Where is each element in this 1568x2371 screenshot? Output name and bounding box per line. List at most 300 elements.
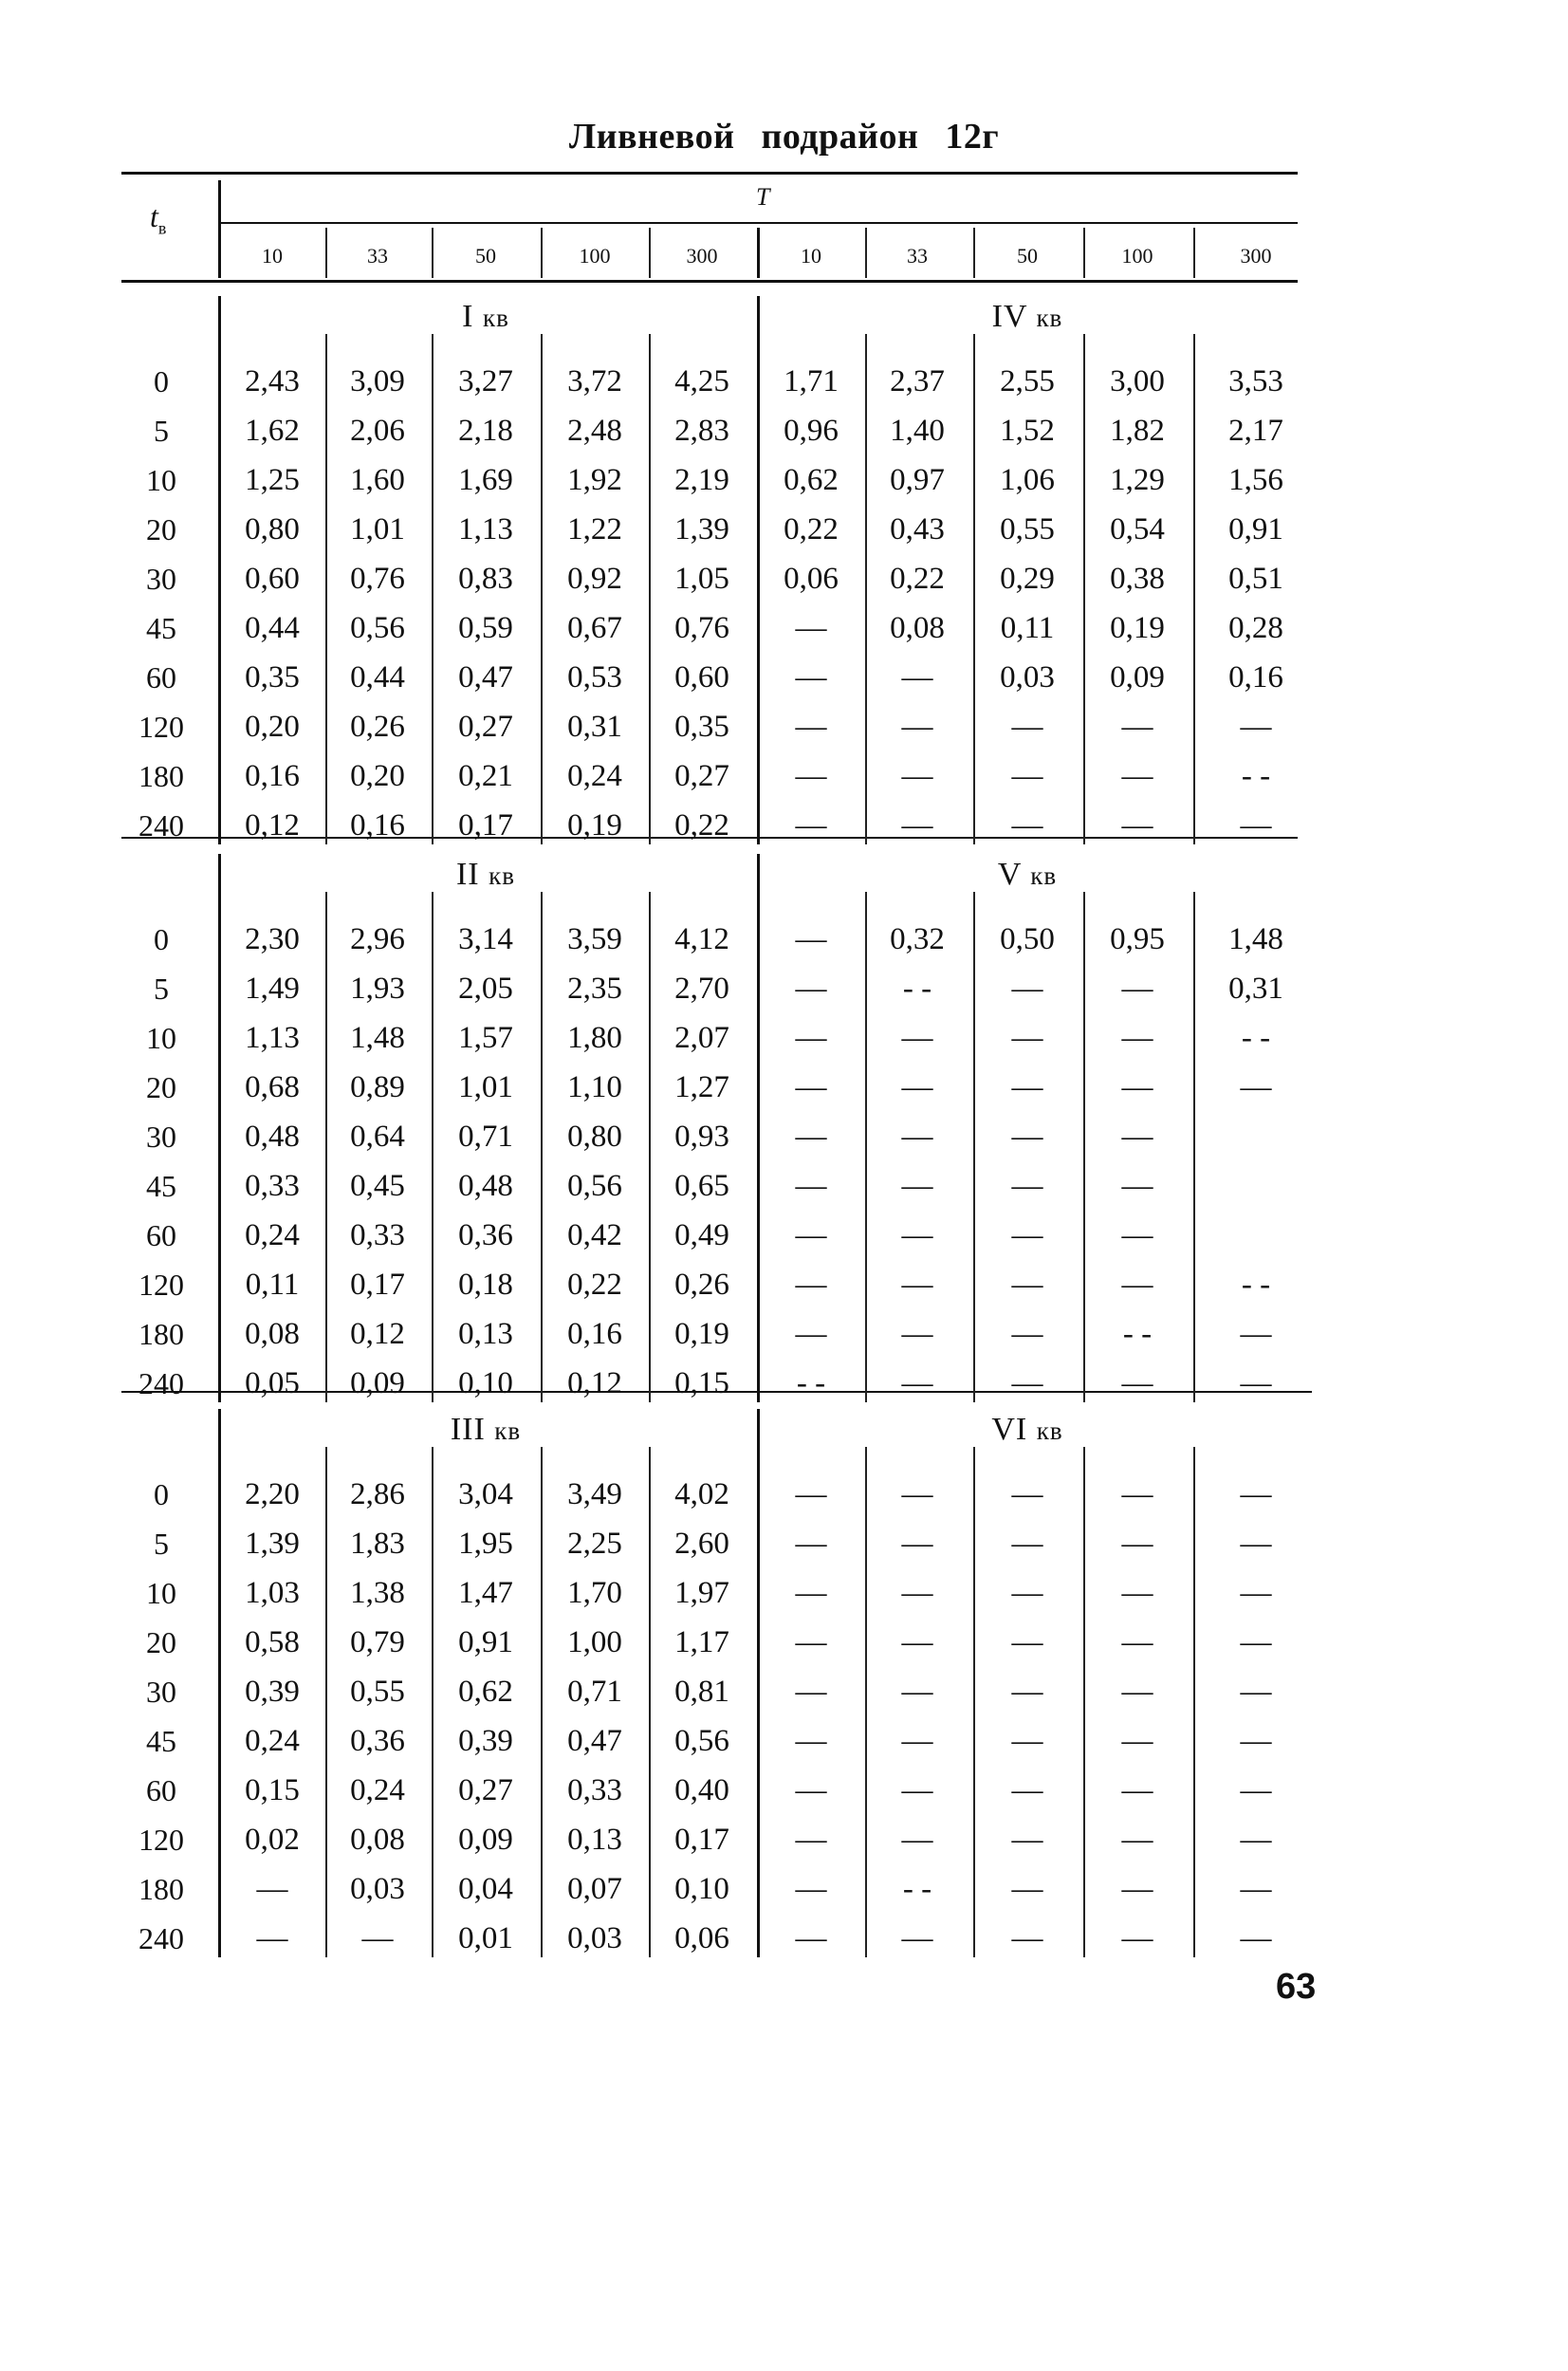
table-cell: — — [1011, 1675, 1043, 1709]
table-cell: — — [1240, 1921, 1272, 1955]
table-cell: — — [795, 1921, 827, 1955]
table-cell: — — [1011, 1218, 1043, 1252]
table-cell: — — [901, 759, 933, 793]
table-cell: 0,39 — [458, 1724, 513, 1758]
table-cell: 0,26 — [350, 710, 405, 744]
tb-value: 240 — [138, 1921, 184, 1955]
table-cell: 1,48 — [1228, 922, 1283, 956]
table-cell: — — [901, 1268, 933, 1302]
table-cell: 1,62 — [245, 414, 300, 448]
tb-value: 240 — [138, 808, 184, 843]
table-cell: — — [901, 1120, 933, 1154]
tb-value: 60 — [146, 1773, 176, 1807]
page-number: 63 — [1276, 1967, 1317, 2007]
table-cell: 1,70 — [567, 1576, 622, 1610]
table-cell: 0,40 — [674, 1773, 729, 1807]
table-cell: — — [1121, 1070, 1153, 1104]
tb-value: 20 — [146, 1625, 176, 1659]
table-cell: 0,33 — [567, 1773, 622, 1807]
table-cell: 0,81 — [674, 1675, 729, 1709]
table-cell: — — [1121, 759, 1153, 793]
table-cell: 0,16 — [1228, 660, 1283, 695]
table-cell: 0,11 — [245, 1268, 300, 1302]
table-cell: 3,27 — [458, 364, 513, 398]
table-cell: 0,20 — [350, 759, 405, 793]
table-cell: 0,44 — [245, 611, 300, 645]
table-cell: — — [1240, 1070, 1272, 1104]
table-cell: 0,97 — [890, 463, 945, 497]
table-cell: — — [1011, 1773, 1043, 1807]
header-divider — [541, 228, 543, 278]
table-cell: 0,54 — [1110, 512, 1165, 546]
table-cell: 0,12 — [567, 1366, 622, 1400]
tb-value: 0 — [154, 1477, 169, 1511]
table-cell: 0,08 — [890, 611, 945, 645]
tb-value: 30 — [146, 1675, 176, 1709]
table-cell: 2,86 — [350, 1477, 405, 1511]
table-cell: 0,15 — [245, 1773, 300, 1807]
table-cell: 1,48 — [350, 1021, 405, 1055]
tb-header-label: $t_в$ — [150, 199, 167, 238]
table-cell: 2,06 — [350, 414, 405, 448]
table-cell: 0,55 — [1000, 512, 1055, 546]
table-cell: 0,47 — [458, 660, 513, 695]
table-cell: 0,09 — [1110, 660, 1165, 695]
subregion-label-right — [923, 856, 1132, 895]
table-cell: 0,62 — [458, 1675, 513, 1709]
table-cell: 2,07 — [674, 1021, 729, 1055]
table-cell: 0,17 — [674, 1823, 729, 1857]
table-cell: 0,22 — [890, 562, 945, 596]
table-cell: 0,09 — [350, 1366, 405, 1400]
tb-value: 0 — [154, 922, 169, 956]
table-cell: — — [1121, 1120, 1153, 1154]
table-cell: 0,19 — [1110, 611, 1165, 645]
table-cell: — — [795, 1477, 827, 1511]
table-cell: — — [795, 1576, 827, 1610]
table-cell: 0,26 — [674, 1268, 729, 1302]
table-cell: — — [901, 1625, 933, 1659]
table-cell: 0,06 — [784, 562, 839, 596]
table-cell: 2,20 — [245, 1477, 300, 1511]
table-cell: 1,97 — [674, 1576, 729, 1610]
table-cell: — — [1121, 1773, 1153, 1807]
table-cell: — — [901, 1576, 933, 1610]
table-cell: 0,04 — [458, 1872, 513, 1906]
column-header: 50 — [475, 244, 496, 268]
unit-label: кв — [494, 1417, 522, 1445]
table-cell: 1,38 — [350, 1576, 405, 1610]
table-cell: — — [901, 1070, 933, 1104]
table-cell: 2,55 — [1000, 364, 1055, 398]
tb-value: 5 — [154, 972, 169, 1006]
table-cell: 0,44 — [350, 660, 405, 695]
t-header-label: T — [756, 183, 770, 211]
table-cell: 0,15 — [674, 1366, 729, 1400]
table-cell: — — [795, 1773, 827, 1807]
tb-value: 120 — [138, 710, 184, 744]
table-cell: 1,52 — [1000, 414, 1055, 448]
table-cell: — — [1121, 710, 1153, 744]
table-cell: 0,01 — [458, 1921, 513, 1955]
table-cell: 0,60 — [674, 660, 729, 695]
table-cell: 0,24 — [350, 1773, 405, 1807]
table-cell: 0,21 — [458, 759, 513, 793]
table-cell: 0,65 — [674, 1169, 729, 1203]
table-cell: — — [1011, 710, 1043, 744]
table-cell: 0,55 — [350, 1675, 405, 1709]
tb-value: 45 — [146, 611, 176, 645]
table-cell: — — [901, 1477, 933, 1511]
table-cell: — — [1011, 1120, 1043, 1154]
table-cell: 0,95 — [1110, 922, 1165, 956]
table-cell: 0,13 — [567, 1823, 622, 1857]
roman-numeral: VI — [991, 1412, 1028, 1447]
table-cell: — — [1011, 1921, 1043, 1955]
table-cell: 1,57 — [458, 1021, 513, 1055]
header-divider — [1083, 228, 1085, 278]
column-header: 10 — [801, 244, 821, 268]
table-cell: 1,60 — [350, 463, 405, 497]
table-cell: — — [1011, 1576, 1043, 1610]
roman-numeral: IV — [991, 299, 1027, 334]
table-cell: — — [795, 972, 827, 1006]
table-cell: — — [795, 1823, 827, 1857]
unit-label: кв — [1036, 304, 1063, 332]
table-cell: — — [901, 1823, 933, 1857]
table-cell: 0,71 — [458, 1120, 513, 1154]
table-cell: — — [1121, 1625, 1153, 1659]
table-cell: 0,53 — [567, 660, 622, 695]
table-cell: 0,12 — [245, 808, 300, 843]
table-cell: 2,35 — [567, 972, 622, 1006]
table-cell: — — [795, 1625, 827, 1659]
table-cell: 1,27 — [674, 1070, 729, 1104]
table-cell: 0,39 — [245, 1675, 300, 1709]
header-divider — [865, 228, 867, 278]
table-cell: 0,47 — [567, 1724, 622, 1758]
tb-value: 180 — [138, 759, 184, 793]
table-cell: 2,43 — [245, 364, 300, 398]
table-cell: — — [795, 1169, 827, 1203]
table-cell: 2,96 — [350, 922, 405, 956]
tb-value: 20 — [146, 1070, 176, 1104]
table-cell: - - — [1122, 1317, 1153, 1351]
header-divider — [973, 228, 975, 278]
table-cell: 1,49 — [245, 972, 300, 1006]
table-cell: — — [1121, 1675, 1153, 1709]
header-bottom-rule — [121, 280, 1298, 283]
table-cell: — — [901, 1366, 933, 1400]
table-cell: 2,05 — [458, 972, 513, 1006]
table-cell: — — [795, 1218, 827, 1252]
table-cell: 1,80 — [567, 1021, 622, 1055]
table-cell: 1,22 — [567, 512, 622, 546]
table-cell: — — [1121, 1823, 1153, 1857]
table-cell: 3,53 — [1228, 364, 1283, 398]
table-cell: — — [1121, 1921, 1153, 1955]
tb-value: 10 — [146, 1576, 176, 1610]
table-cell: 0,06 — [674, 1921, 729, 1955]
table-cell: 0,42 — [567, 1218, 622, 1252]
table-cell: 1,95 — [458, 1527, 513, 1561]
table-cell: — — [1121, 972, 1153, 1006]
table-cell: 0,19 — [674, 1317, 729, 1351]
table-cell: — — [1011, 1366, 1043, 1400]
table-cell: 1,01 — [350, 512, 405, 546]
table-cell: 0,62 — [784, 463, 839, 497]
table-cell: — — [901, 1527, 933, 1561]
tb-value: 60 — [146, 660, 176, 695]
column-header: 10 — [262, 244, 283, 268]
table-cell: 0,38 — [1110, 562, 1165, 596]
table-cell: 0,80 — [567, 1120, 622, 1154]
table-cell: 0,48 — [245, 1120, 300, 1154]
table-cell: — — [1121, 1477, 1153, 1511]
table-cell: - - — [796, 1366, 826, 1400]
tb-value: 30 — [146, 562, 176, 596]
tb-value: 0 — [154, 364, 169, 398]
table-cell: — — [1011, 1070, 1043, 1104]
table-cell: 0,51 — [1228, 562, 1283, 596]
table-cell: 0,22 — [567, 1268, 622, 1302]
table-cell: — — [795, 1872, 827, 1906]
table-cell: — — [795, 1268, 827, 1302]
table-cell: 0,22 — [674, 808, 729, 843]
tb-value: 10 — [146, 1021, 176, 1055]
header-divider — [649, 228, 651, 278]
table-cell: 0,33 — [245, 1169, 300, 1203]
table-cell: 4,25 — [674, 364, 729, 398]
table-cell: 2,70 — [674, 972, 729, 1006]
table-cell: 1,92 — [567, 463, 622, 497]
table-cell: 0,17 — [350, 1268, 405, 1302]
table-cell: 0,60 — [245, 562, 300, 596]
table-cell: 1,03 — [245, 1576, 300, 1610]
tb-value: 20 — [146, 512, 176, 546]
unit-label: кв — [1030, 861, 1058, 890]
table-cell: — — [1240, 1724, 1272, 1758]
table-cell: 0,83 — [458, 562, 513, 596]
table-cell: 0,36 — [350, 1724, 405, 1758]
table-cell: 0,71 — [567, 1675, 622, 1709]
table-cell: 0,27 — [458, 710, 513, 744]
table-cell: 0,03 — [1000, 660, 1055, 695]
subregion-label-right — [923, 1411, 1132, 1450]
table-cell: 3,04 — [458, 1477, 513, 1511]
table-cell: - - — [1241, 759, 1271, 793]
table-cell: 0,19 — [567, 808, 622, 843]
table-cell: 0,76 — [350, 562, 405, 596]
table-cell: — — [1240, 1576, 1272, 1610]
table-cell: — — [1011, 808, 1043, 843]
table-cell: — — [1121, 1268, 1153, 1302]
table-cell: 1,13 — [458, 512, 513, 546]
roman-numeral: V — [997, 857, 1022, 892]
header-divider — [218, 180, 221, 278]
column-header: 33 — [907, 244, 928, 268]
table-cell: 3,72 — [567, 364, 622, 398]
table-cell: 0,89 — [350, 1070, 405, 1104]
table-cell: — — [361, 1921, 394, 1955]
table-cell: — — [1011, 1169, 1043, 1203]
table-cell: — — [1011, 1724, 1043, 1758]
header-divider — [325, 228, 327, 278]
table-cell: 0,16 — [567, 1317, 622, 1351]
table-cell: — — [1240, 1823, 1272, 1857]
table-cell: 0,16 — [350, 808, 405, 843]
table-cell: - - — [902, 972, 932, 1006]
table-cell: 0,64 — [350, 1120, 405, 1154]
subregion-label-left — [381, 856, 590, 895]
table-cell: 3,00 — [1110, 364, 1165, 398]
table-cell: — — [795, 1317, 827, 1351]
table-cell: 0,05 — [245, 1366, 300, 1400]
table-cell: 0,29 — [1000, 562, 1055, 596]
table-cell: 0,27 — [674, 759, 729, 793]
table-cell: — — [256, 1872, 288, 1906]
tb-value: 5 — [154, 414, 169, 448]
table-cell: 0,10 — [458, 1366, 513, 1400]
table-cell: - - — [1241, 1021, 1271, 1055]
table-cell: 0,91 — [1228, 512, 1283, 546]
table-cell: — — [1121, 808, 1153, 843]
column-header: 33 — [367, 244, 388, 268]
table-cell: 1,40 — [890, 414, 945, 448]
table-cell: — — [1240, 710, 1272, 744]
table-cell: — — [1011, 1527, 1043, 1561]
table-cell: — — [795, 759, 827, 793]
tb-value: 120 — [138, 1823, 184, 1857]
table-cell: 0,56 — [567, 1169, 622, 1203]
table-cell: 0,79 — [350, 1625, 405, 1659]
table-cell: 0,31 — [1228, 972, 1283, 1006]
table-cell: — — [901, 1218, 933, 1252]
table-cell: — — [1121, 1169, 1153, 1203]
table-cell: 1,00 — [567, 1625, 622, 1659]
table-cell: — — [1011, 759, 1043, 793]
table-cell: 1,25 — [245, 463, 300, 497]
table-cell: 3,09 — [350, 364, 405, 398]
table-cell: 1,29 — [1110, 463, 1165, 497]
header-divider — [432, 228, 434, 278]
table-cell: 0,49 — [674, 1218, 729, 1252]
table-cell: 1,56 — [1228, 463, 1283, 497]
table-cell: — — [1011, 1477, 1043, 1511]
table-cell: — — [1121, 1527, 1153, 1561]
table-cell: 0,17 — [458, 808, 513, 843]
roman-numeral: I — [462, 299, 474, 334]
table-cell: — — [901, 1773, 933, 1807]
column-header: 300 — [1240, 244, 1272, 268]
table-cell: 0,33 — [350, 1218, 405, 1252]
table-cell: — — [901, 1675, 933, 1709]
table-cell: 0,56 — [350, 611, 405, 645]
table-cell: 2,48 — [567, 414, 622, 448]
table-cell: — — [1121, 1724, 1153, 1758]
table-cell: 3,59 — [567, 922, 622, 956]
table-cell: — — [901, 1169, 933, 1203]
tb-value: 180 — [138, 1317, 184, 1351]
table-cell: — — [1011, 1625, 1043, 1659]
table-cell: — — [1240, 1527, 1272, 1561]
table-cell: — — [1240, 1477, 1272, 1511]
table-cell: 2,25 — [567, 1527, 622, 1561]
table-cell: — — [795, 1724, 827, 1758]
table-cell: 2,37 — [890, 364, 945, 398]
subregion-label-right — [923, 298, 1132, 337]
table-cell: 0,24 — [245, 1724, 300, 1758]
table-cell: - - — [902, 1872, 932, 1906]
table-cell: — — [1240, 1625, 1272, 1659]
table-cell: 1,17 — [674, 1625, 729, 1659]
table-cell: 0,27 — [458, 1773, 513, 1807]
table-cell: — — [795, 808, 827, 843]
tb-value: 30 — [146, 1120, 176, 1154]
tb-value: 10 — [146, 463, 176, 497]
table-cell: 0,28 — [1228, 611, 1283, 645]
table-cell: — — [795, 922, 827, 956]
table-cell: 0,50 — [1000, 922, 1055, 956]
table-cell: — — [795, 1675, 827, 1709]
page-title: Ливневой подрайон 12г — [568, 117, 1000, 157]
column-header: 100 — [579, 244, 611, 268]
table-cell: 0,09 — [458, 1823, 513, 1857]
tb-value: 120 — [138, 1268, 184, 1302]
table-cell: 0,20 — [245, 710, 300, 744]
table-cell: 1,82 — [1110, 414, 1165, 448]
table-cell: — — [901, 1021, 933, 1055]
table-cell: 4,12 — [674, 922, 729, 956]
table-cell: 1,93 — [350, 972, 405, 1006]
table-cell: 0,80 — [245, 512, 300, 546]
table-cell: 0,59 — [458, 611, 513, 645]
table-cell: 0,03 — [350, 1872, 405, 1906]
tb-value: 45 — [146, 1169, 176, 1203]
table-cell: 2,60 — [674, 1527, 729, 1561]
table-cell: 0,12 — [350, 1317, 405, 1351]
table-cell: - - — [1241, 1268, 1271, 1302]
tb-value: 180 — [138, 1872, 184, 1906]
table-cell: — — [1011, 1021, 1043, 1055]
tb-value: 45 — [146, 1724, 176, 1758]
table-cell: 0,02 — [245, 1823, 300, 1857]
table-cell: 1,10 — [567, 1070, 622, 1104]
table-cell: 1,39 — [674, 512, 729, 546]
table-cell: 0,76 — [674, 611, 729, 645]
table-cell: — — [256, 1921, 288, 1955]
table-cell: — — [1011, 1268, 1043, 1302]
table-cell: 0,56 — [674, 1724, 729, 1758]
table-cell: — — [1240, 1872, 1272, 1906]
table-cell: 0,36 — [458, 1218, 513, 1252]
table-cell: 1,69 — [458, 463, 513, 497]
table-cell: 0,08 — [350, 1823, 405, 1857]
table-top-rule — [121, 172, 1298, 175]
table-cell: — — [1011, 972, 1043, 1006]
table-cell: — — [795, 1120, 827, 1154]
column-header: 300 — [686, 244, 718, 268]
table-cell: 0,48 — [458, 1169, 513, 1203]
table-cell: — — [1121, 1366, 1153, 1400]
table-cell: 0,13 — [458, 1317, 513, 1351]
table-cell: 0,35 — [245, 660, 300, 695]
table-cell: 0,93 — [674, 1120, 729, 1154]
header-divider — [757, 228, 760, 278]
table-cell: 0,68 — [245, 1070, 300, 1104]
table-cell: — — [1121, 1218, 1153, 1252]
table-cell: 0,22 — [784, 512, 839, 546]
